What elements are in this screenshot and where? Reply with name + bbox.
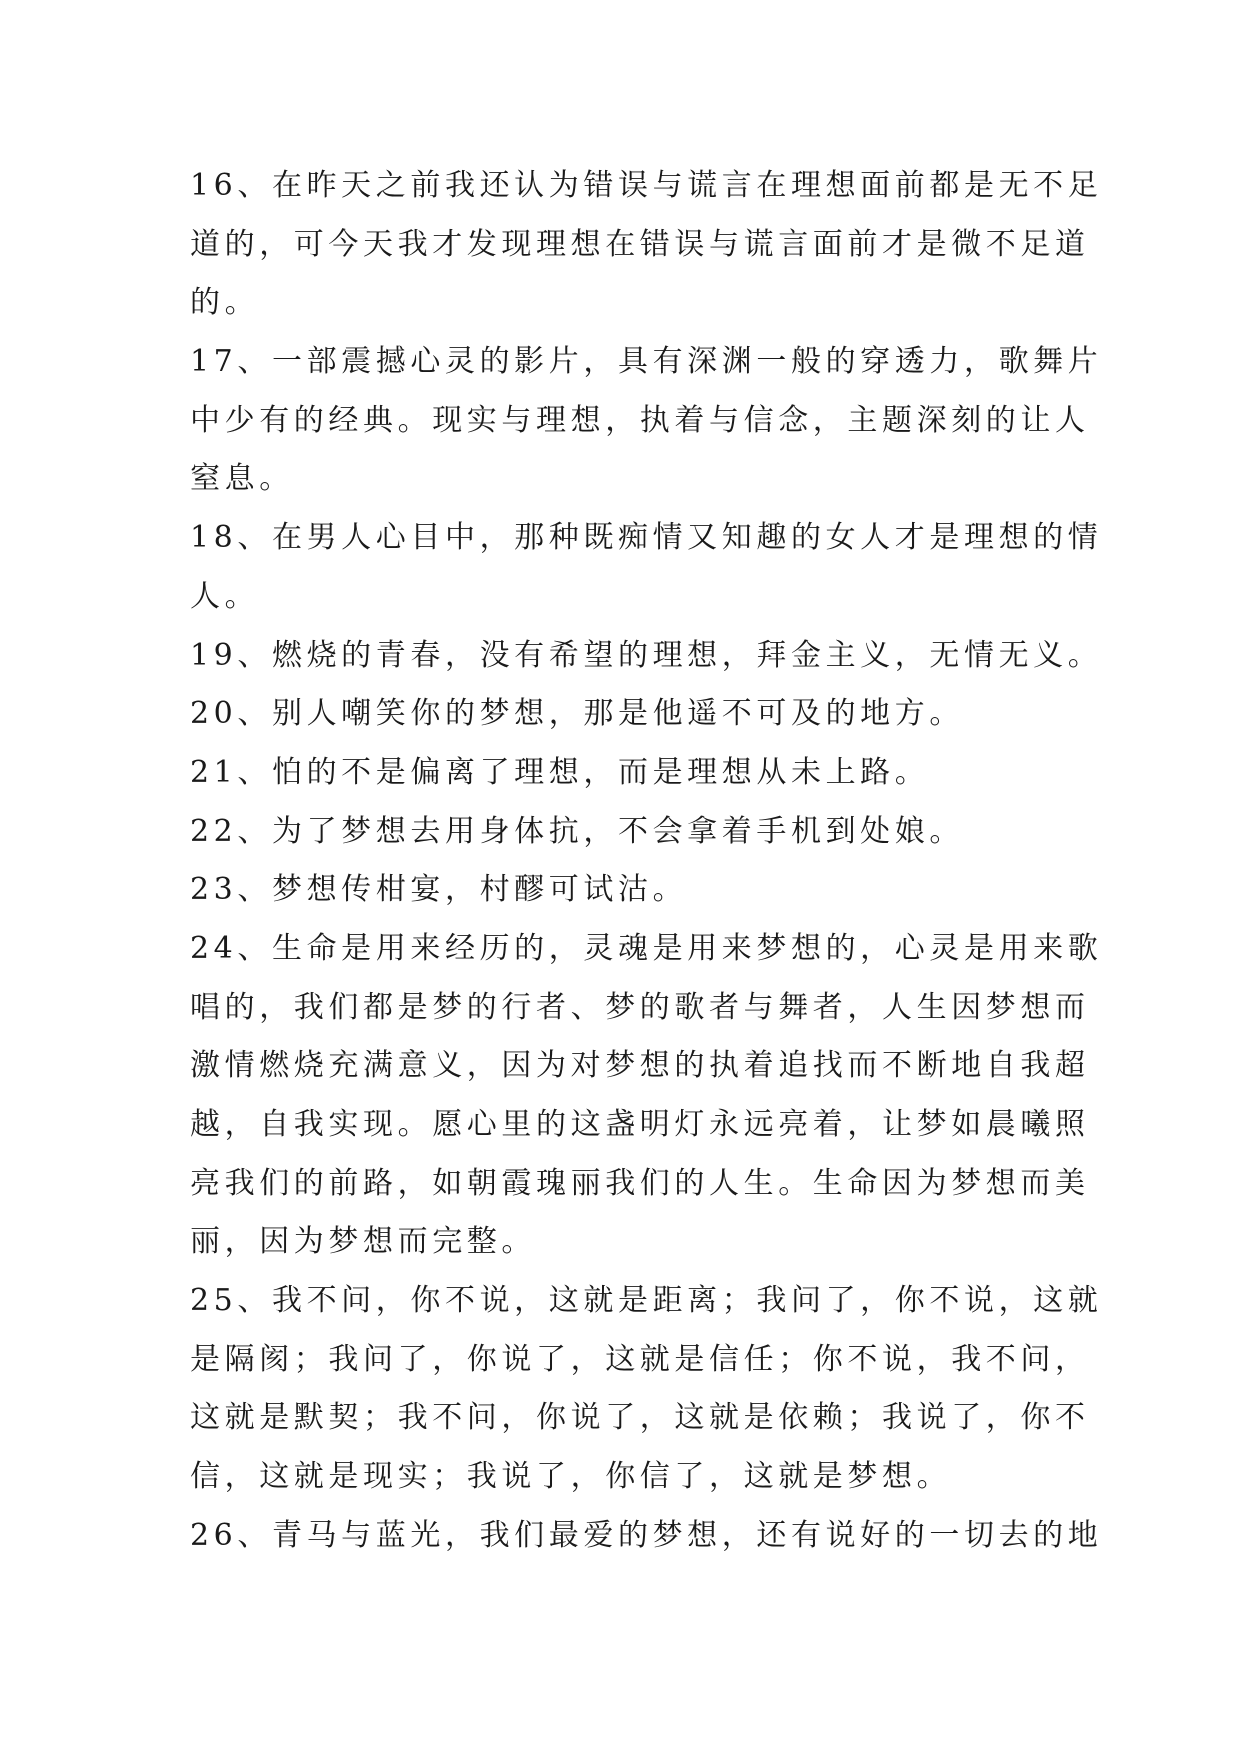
text-line: 20、别人嘲笑你的梦想，那是他遥不可及的地方。 (190, 696, 964, 732)
text-line: 16、在昨天之前我还认为错误与谎言在理想面前都是无不足 (190, 168, 1103, 203)
text-line: 18、在男人心目中，那种既痴情又知趣的女人才是理想的情 (190, 520, 1103, 556)
text-line: 26、青马与蓝光，我们最爱的梦想，还有说好的一切去的地 (190, 1517, 1103, 1553)
document-body (190, 157, 1103, 1566)
text-line: 是隔阂；我问了，你说了，这就是信任；你不说，我不问， (190, 1341, 1090, 1377)
text-line: 信，这就是现实；我说了，你信了，这就是梦想。 (190, 1459, 952, 1495)
text-line: 22、为了梦想去用身体抗，不会拿着手机到处娘。 (190, 813, 964, 849)
text-line: 亮我们的前路，如朝霞瑰丽我们的人生。生命因为梦想而美 (190, 1165, 1090, 1201)
text-line: 23、梦想传柑宴，村醪可试沽。 (190, 872, 688, 908)
text-line: 24、生命是用来经历的，灵魂是用来梦想的，心灵是用来歌 (190, 930, 1103, 966)
text-line: 的。 (190, 285, 260, 321)
text-line: 丽，因为梦想而完整。 (190, 1224, 536, 1260)
text-line: 19、燃烧的青春，没有希望的理想，拜金主义，无情无义。 (190, 637, 1103, 673)
text-line: 17、一部震撼心灵的影片，具有深渊一般的穿透力，歌舞片 (190, 344, 1103, 380)
text-line: 激情燃烧充满意义，因为对梦想的执着追找而不断地自我超 (190, 1048, 1090, 1084)
text-line: 21、怕的不是偏离了理想，而是理想从未上路。 (190, 754, 930, 790)
text-line: 唱的，我们都是梦的行者、梦的歌者与舞者，人生因梦想而 (190, 989, 1090, 1025)
text-line: 越，自我实现。愿心里的这盏明灯永远亮着，让梦如晨曦照 (190, 1107, 1090, 1142)
text-line: 中少有的经典。现实与理想，执着与信念，主题深刻的让人 (190, 402, 1090, 438)
text-line: 25、我不问，你不说，这就是距离；我问了，你不说，这就 (190, 1283, 1103, 1319)
text-line: 道的，可今天我才发现理想在错误与谎言面前才是微不足道 (190, 226, 1090, 262)
text-line: 这就是默契；我不问，你说了，这就是依赖；我说了，你不 (190, 1400, 1090, 1436)
text-line: 窒息。 (190, 461, 294, 497)
text-line: 人。 (190, 578, 260, 614)
